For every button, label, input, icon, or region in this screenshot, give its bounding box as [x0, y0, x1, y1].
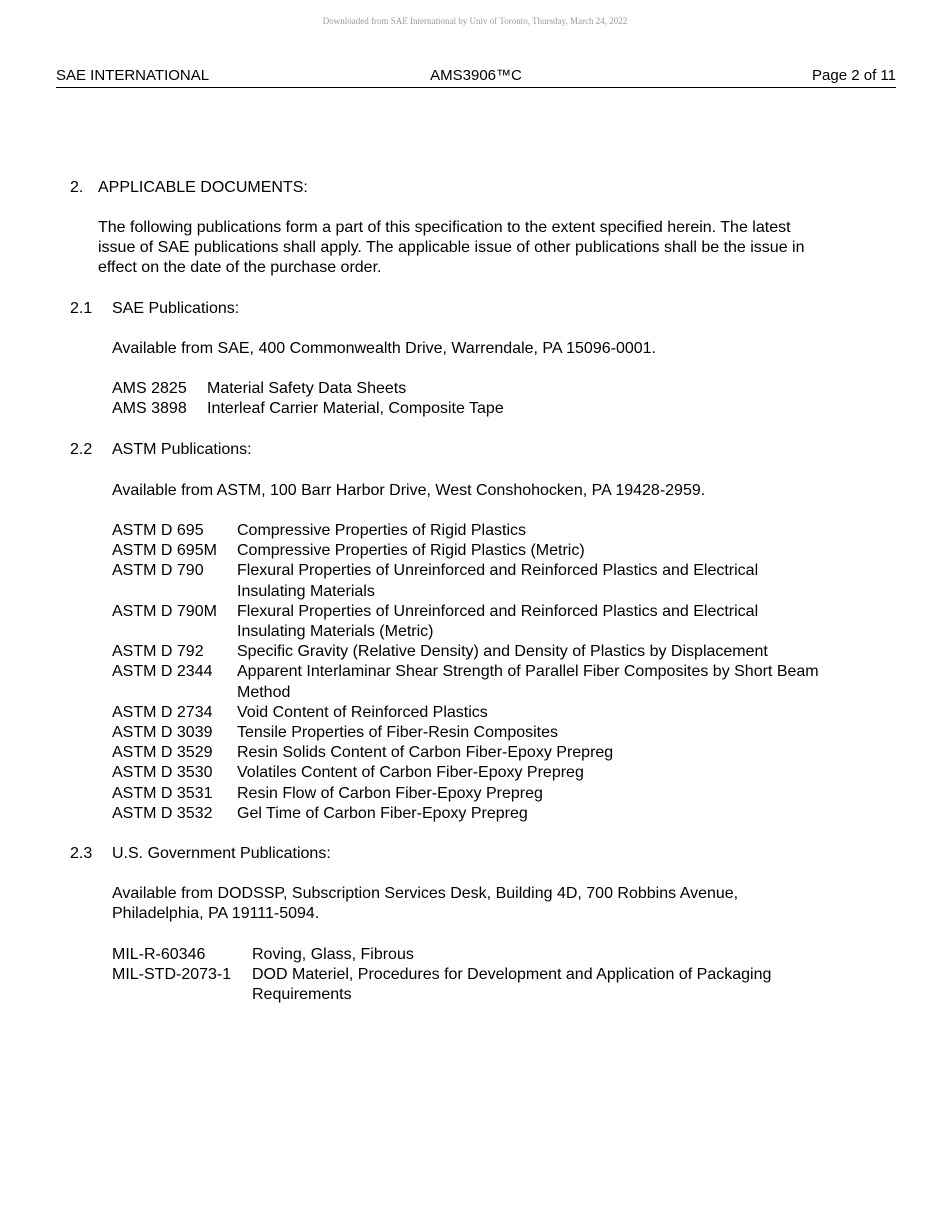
header-page-number: Page 2 of 11 [812, 67, 896, 84]
title-line: DOD Materiel, Procedures for Development and Application of Packaging [252, 966, 772, 984]
document-title [237, 602, 819, 642]
document-row [112, 521, 819, 541]
page-header [56, 67, 896, 88]
title-line: Method [237, 683, 291, 701]
document-row [112, 763, 819, 783]
document-code: ASTM D 3530 [112, 764, 213, 782]
document-title: Resin Flow of Carbon Fiber-Epoxy Prepreg [237, 784, 543, 802]
document-title: Compressive Properties of Rigid Plastics [237, 522, 526, 539]
document-code: ASTM D 695M [112, 542, 217, 560]
document-code: MIL-R-60346 [112, 946, 206, 963]
document-code: ASTM D 3532 [112, 804, 213, 822]
title-line: Insulating Materials (Metric) [237, 623, 434, 641]
document-row [112, 399, 504, 419]
subsection-title: U.S. Government Publications: [112, 845, 331, 862]
document-title: Gel Time of Carbon Fiber-Epoxy Prepreg [237, 804, 528, 822]
document-row [112, 541, 819, 561]
us-government-document-list [112, 945, 771, 1006]
section-number: 2. [70, 179, 84, 196]
document-code: ASTM D 3039 [112, 724, 213, 742]
document-title [237, 662, 819, 702]
document-title: Specific Gravity (Relative Density) and Density of Plastics by Displacement [237, 643, 768, 661]
header-organization: SAE INTERNATIONAL [56, 67, 210, 84]
subsection-title: ASTM Publications: [112, 441, 252, 458]
document-code: AMS 3898 [112, 400, 187, 418]
header-document-number: AMS3906™C [430, 67, 522, 84]
document-code: ASTM D 790 [112, 562, 204, 580]
subsection-title: SAE Publications: [112, 300, 240, 317]
paragraph-line: Philadelphia, PA 19111-5094. [112, 905, 320, 923]
astm-document-list [112, 521, 819, 824]
document-code: ASTM D 790M [112, 602, 217, 620]
subsection-number: 2.3 [70, 845, 93, 862]
document-row [112, 784, 819, 804]
document-row [112, 804, 819, 824]
document-title: Void Content of Reinforced Plastics [237, 703, 488, 721]
document-row [112, 965, 771, 1005]
document-code: ASTM D 3529 [112, 744, 213, 762]
availability-note: Available from ASTM, 100 Barr Harbor Drive, West Conshohocken, PA 19428-2959. [112, 482, 706, 499]
section-intro-paragraph [98, 218, 858, 279]
document-row [112, 379, 504, 399]
document-title [237, 561, 819, 601]
document-row [112, 602, 819, 642]
title-line: Insulating Materials [237, 582, 375, 600]
paragraph-line: effect on the date of the purchase order. [98, 259, 382, 277]
sae-document-list [112, 379, 504, 419]
document-row [112, 703, 819, 723]
document-code: ASTM D 2344 [112, 663, 213, 681]
subsection-number: 2.1 [70, 300, 93, 317]
document-row [112, 642, 819, 662]
document-row [112, 723, 819, 743]
availability-note [112, 884, 872, 924]
paragraph-line: issue of SAE publications shall apply. The applicable issue of other publications shall be the issue in [98, 239, 805, 257]
document-code: AMS 2825 [112, 380, 187, 397]
paragraph-line: The following publications form a part of this specification to the extent specified herein. The latest [98, 219, 791, 236]
document-title: Roving, Glass, Fibrous [252, 946, 414, 963]
document-code: ASTM D 695 [112, 522, 204, 539]
document-row [112, 561, 819, 601]
document-code: MIL-STD-2073-1 [112, 966, 232, 984]
availability-note: Available from SAE, 400 Commonwealth Drive, Warrendale, PA 15096-0001. [112, 340, 656, 357]
document-row [112, 662, 819, 702]
title-line: Requirements [252, 986, 352, 1004]
document-code: ASTM D 2734 [112, 703, 213, 721]
document-title [252, 965, 771, 1005]
title-line: Apparent Interlaminar Shear Strength of Parallel Fiber Composites by Short Beam [237, 663, 819, 681]
title-line: Flexural Properties of Unreinforced and Reinforced Plastics and Electrical [237, 562, 759, 580]
download-watermark: Downloaded from SAE International by Univ of Toronto, Thursday, March 24, 2022 [322, 16, 628, 26]
section-title: APPLICABLE DOCUMENTS: [98, 179, 308, 196]
document-title: Compressive Properties of Rigid Plastics (Metric) [237, 542, 585, 560]
title-line: Flexural Properties of Unreinforced and Reinforced Plastics and Electrical [237, 602, 759, 620]
document-code: ASTM D 792 [112, 643, 204, 661]
paragraph-line: Available from DODSSP, Subscription Services Desk, Building 4D, 700 Robbins Avenue, [112, 885, 739, 902]
document-title: Interleaf Carrier Material, Composite Tape [207, 400, 504, 418]
document-title: Material Safety Data Sheets [207, 380, 407, 397]
document-title: Volatiles Content of Carbon Fiber-Epoxy Prepreg [237, 764, 584, 782]
document-code: ASTM D 3531 [112, 784, 213, 802]
document-title: Resin Solids Content of Carbon Fiber-Epoxy Prepreg [237, 744, 614, 762]
document-row [112, 945, 771, 965]
document-title: Tensile Properties of Fiber-Resin Composites [237, 724, 559, 742]
document-row [112, 743, 819, 763]
subsection-number: 2.2 [70, 441, 93, 458]
